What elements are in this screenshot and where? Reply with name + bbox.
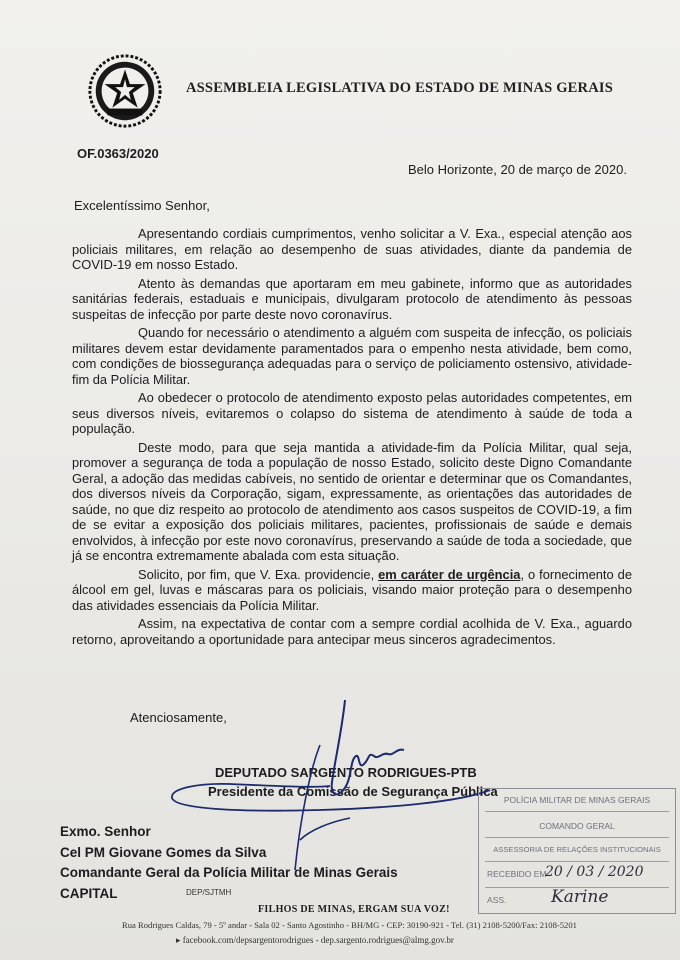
assembly-heading: ASSEMBLEIA LEGISLATIVA DO ESTADO DE MINAS GERAIS: [186, 80, 613, 96]
stamp-divider: [485, 861, 669, 862]
paragraph-5: Deste modo, para que seja mantida a atividade-fim da Polícia Militar, qual seja, promover a segurança de toda a população de nosso Estado, solicito deste Digno Comandante Geral, a adoção das medidas cabíveis, no sentido de orientar e determinar que os Comandantes, dos diversos níveis da Corporação, sigam, expressamente, as orientações das autoridades de saúde, no que diz respeito ao protocolo de atendimento aos casos suspeitos de COVID-19, a fim de se evitar a exposição dos policiais militares, pacientes, profissionais de saúde e demais envolvidos, à infecção por este novo coronavírus, preservando a saúde de toda a sociedade, que já se encontra extremamente abalada com esta situação.: [72, 439, 632, 563]
addressee-greeting: Exmo. Senhor: [60, 824, 151, 839]
addressee-name: Cel PM Giovane Gomes da Silva: [60, 844, 267, 860]
final-paragraph: Assim, na expectativa de contar com a sempre cordial acolhida de V. Exa., aguardo retorno, aproveitando a oportunidade para antecipar meus sinceros agradecimentos.: [72, 616, 632, 647]
footer-address: Rua Rodrigues Caldas, 79 - 5º andar - Sala 02 - Santo Agostinho - BH/MG - CEP: 30190-921 - Tel. (31) 2108-5200/Fax: 2108-5201: [122, 920, 577, 930]
paragraph-4: Ao obedecer o protocolo de atendimento exposto pelas autoridades competentes, em seus diversos níveis, evitaremos o colapso do sistema de atendimento à saúde de toda a população.: [72, 390, 632, 436]
reception-stamp: [478, 788, 676, 914]
salutation: Excelentíssimo Senhor,: [74, 198, 210, 213]
request-paragraph: [72, 567, 632, 614]
addressee-city: CAPITAL: [60, 885, 118, 901]
department-code: DEP/SJTMH: [186, 888, 232, 897]
paragraph-3: Quando for necessário o atendimento a alguém com suspeita de infecção, os policiais militares devem estar devidamente paramentados para o empenho nesta atividade, bem como, com condições de biossegurança adequadas para o serviço de policiamento ostensivo, atividade-fim da Polícia Militar.: [72, 325, 632, 387]
urgency-emphasis: em caráter de urgência: [378, 566, 521, 582]
footer-contacts: [176, 935, 454, 946]
signer-name: DEPUTADO SARGENTO RODRIGUES-PTB: [215, 765, 477, 780]
date-line: Belo Horizonte, 20 de março de 2020.: [408, 162, 627, 177]
stamp-line-police: POLÍCIA MILITAR DE MINAS GERAIS: [503, 795, 651, 805]
state-seal-logo: [86, 52, 164, 130]
request-text-start: Solicito, por fim, que V. Exa. providencie,: [138, 566, 379, 582]
closing: Atenciosamente,: [130, 710, 227, 725]
stamp-line-command: COMANDO GERAL: [539, 821, 615, 831]
stamp-signature: Karine: [551, 887, 609, 907]
stamp-received-label: RECEBIDO EM: [487, 869, 547, 879]
stamp-divider: [485, 837, 669, 838]
footer-motto: FILHOS DE MINAS, ERGAM SUA VOZ!: [258, 904, 450, 915]
request-text-end: , o fornecimento de álcool em gel, luvas e máscaras para os policiais, visando maior proteção para o desempenho das atividades essenciais da Polícia Militar.: [72, 566, 632, 613]
stamp-line-advisory: ASSESSORIA DE RELAÇÕES INSTITUCIONAIS: [493, 845, 661, 854]
stamp-received-date: 20 / 03 / 2020: [545, 864, 644, 880]
bullet-icon: ▸: [176, 935, 183, 945]
office-reference: OF.0363/2020: [77, 146, 159, 161]
stamp-signature-label: ASS.: [487, 895, 507, 905]
addressee-title: Comandante Geral da Polícia Militar de Minas Gerais: [60, 865, 398, 880]
footer-contacts-text: facebook.com/depsargentorodrigues - dep.sargento.rodrigues@almg.gov.br: [182, 935, 454, 945]
paragraph-2: Atento às demandas que aportaram em meu gabinete, informo que as autoridades sanitárias federais, estaduais e municipais, divulgaram protocolo de atendimento às pessoas suspeitas de infecção por parte deste novo coronavírus.: [72, 275, 632, 322]
letter-body: [72, 226, 632, 650]
signer-role: Presidente da Comissão de Segurança Pública: [208, 784, 498, 799]
stamp-divider: [485, 811, 669, 812]
paragraph-1: Apresentando cordiais cumprimentos, venho solicitar a V. Exa., especial atenção aos policiais militares, em relação ao desempenho de suas atividades, diante da pandemia de COVID-19 em nosso Estado.: [72, 226, 632, 272]
